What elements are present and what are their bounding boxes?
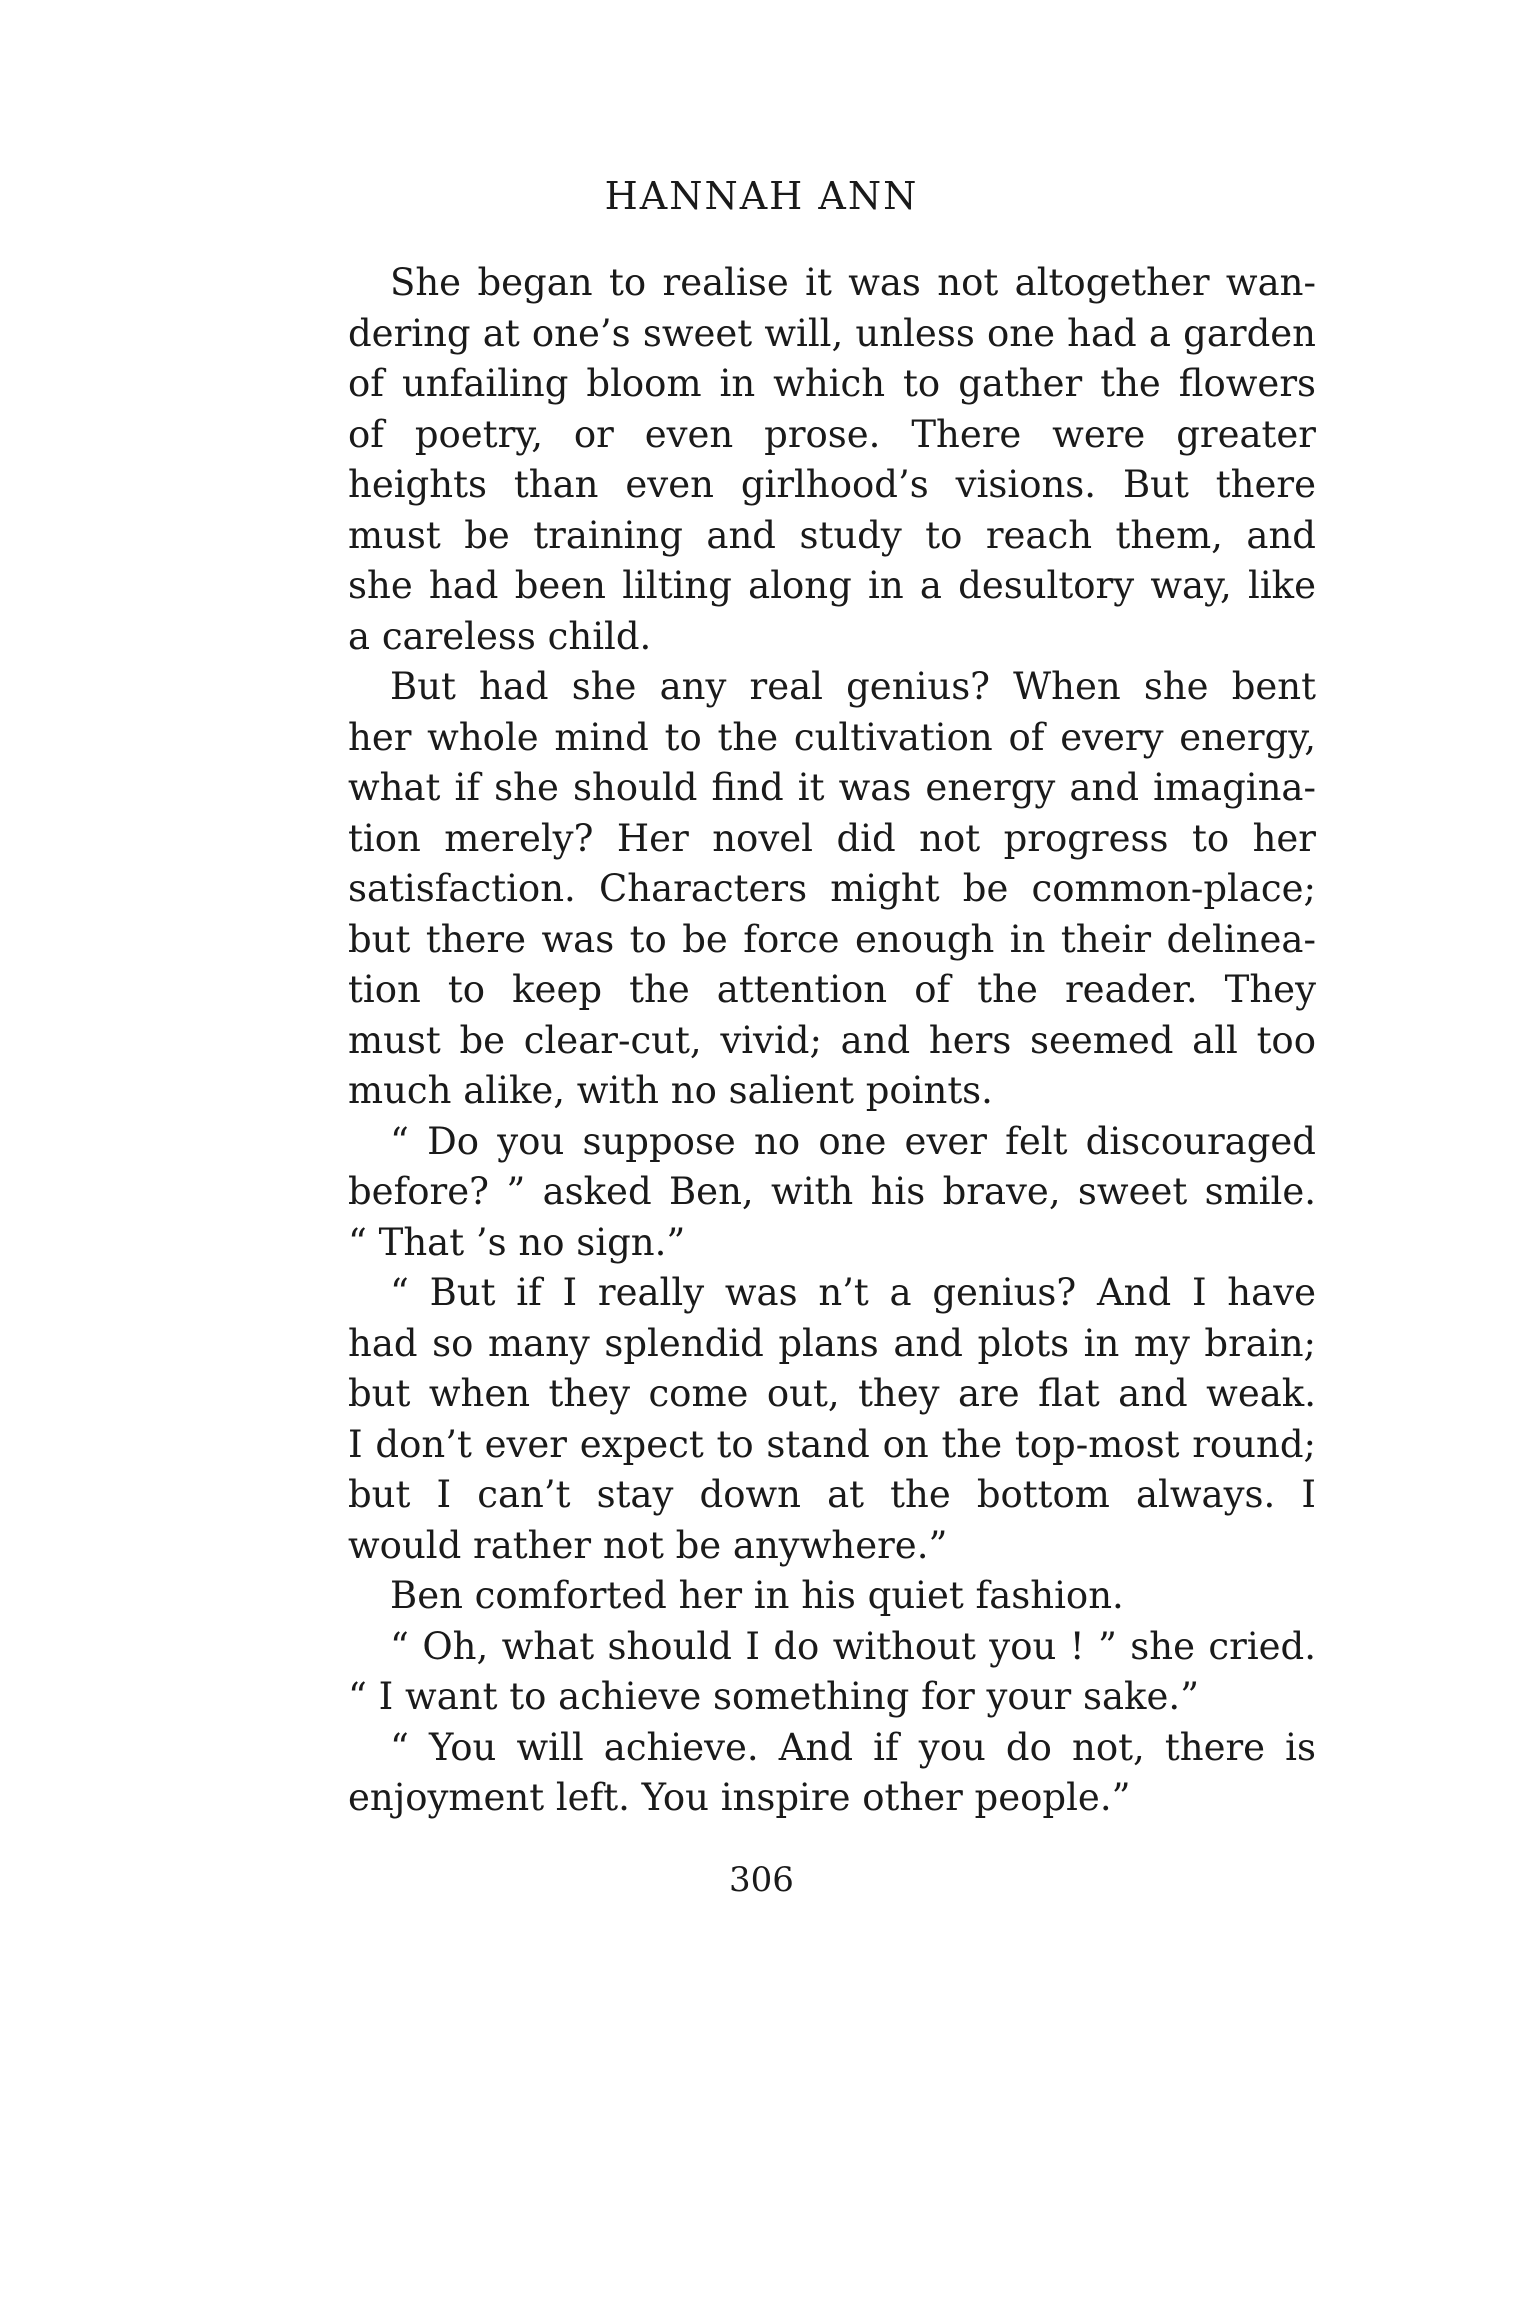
text-line: dering at one’s sweet will, unless one had a garden — [348, 311, 1316, 355]
text-line: but when they come out, they are flat and weak. — [348, 1372, 1316, 1415]
text-line: “ That ’s no sign.” — [348, 1220, 686, 1264]
text-line: “ I want to achieve something for your sake.” — [348, 1675, 1200, 1718]
text-line: She began to realise it was not altogether wan- — [390, 261, 1316, 304]
text-line: of poetry, or even prose. There were greater — [348, 412, 1316, 456]
text-line: before? ” asked Ben, with his brave, sweet smile. — [348, 1170, 1316, 1213]
text-line: of unfailing bloom in which to gather the flowers — [348, 362, 1316, 405]
text-line: but there was to be force enough in their delinea- — [348, 917, 1316, 961]
body-text — [348, 258, 1316, 1824]
text-line: must be clear-cut, vivid; and hers seemed all too — [348, 1018, 1316, 1062]
text-line: enjoyment left. You inspire other people.” — [348, 1776, 1131, 1819]
text-line: a careless child. — [348, 614, 652, 658]
text-line: tion merely? Her novel did not progress to her — [348, 816, 1316, 860]
text-line: would rather not be anywhere.” — [348, 1523, 948, 1567]
text-line: satisfaction. Characters might be common-place; — [348, 867, 1316, 910]
text-line: Ben comforted her in his quiet fashion. — [390, 1574, 1124, 1617]
text-line: “ Oh, what should I do without you ! ” she cried. — [390, 1624, 1316, 1668]
text-line: but I can’t stay down at the bottom always. I — [348, 1473, 1316, 1516]
page-number: 306 — [729, 1860, 794, 1900]
text-line: “ Do you suppose no one ever felt discouraged — [390, 1119, 1316, 1163]
text-line: she had been lilting along in a desultory way, like — [348, 564, 1316, 607]
text-line: must be training and study to reach them, and — [348, 513, 1316, 557]
text-line: tion to keep the attention of the reader. They — [348, 968, 1316, 1011]
text-line: But had she any real genius? When she bent — [390, 665, 1316, 708]
text-line: much alike, with no salient points. — [348, 1069, 993, 1112]
text-line: heights than even girlhood’s visions. But there — [348, 463, 1316, 506]
text-line: what if she should find it was energy and imagina- — [348, 766, 1316, 809]
text-line: had so many splendid plans and plots in my brain; — [348, 1321, 1316, 1365]
text-line: “ But if I really was n’t a genius? And I have — [390, 1271, 1316, 1314]
text-line: “ You will achieve. And if you do not, there is — [390, 1725, 1316, 1769]
text-line: I don’t ever expect to stand on the top-most round; — [348, 1422, 1316, 1466]
running-head: HANNAH ANN — [604, 174, 919, 218]
text-line: her whole mind to the cultivation of every energy, — [348, 715, 1316, 759]
